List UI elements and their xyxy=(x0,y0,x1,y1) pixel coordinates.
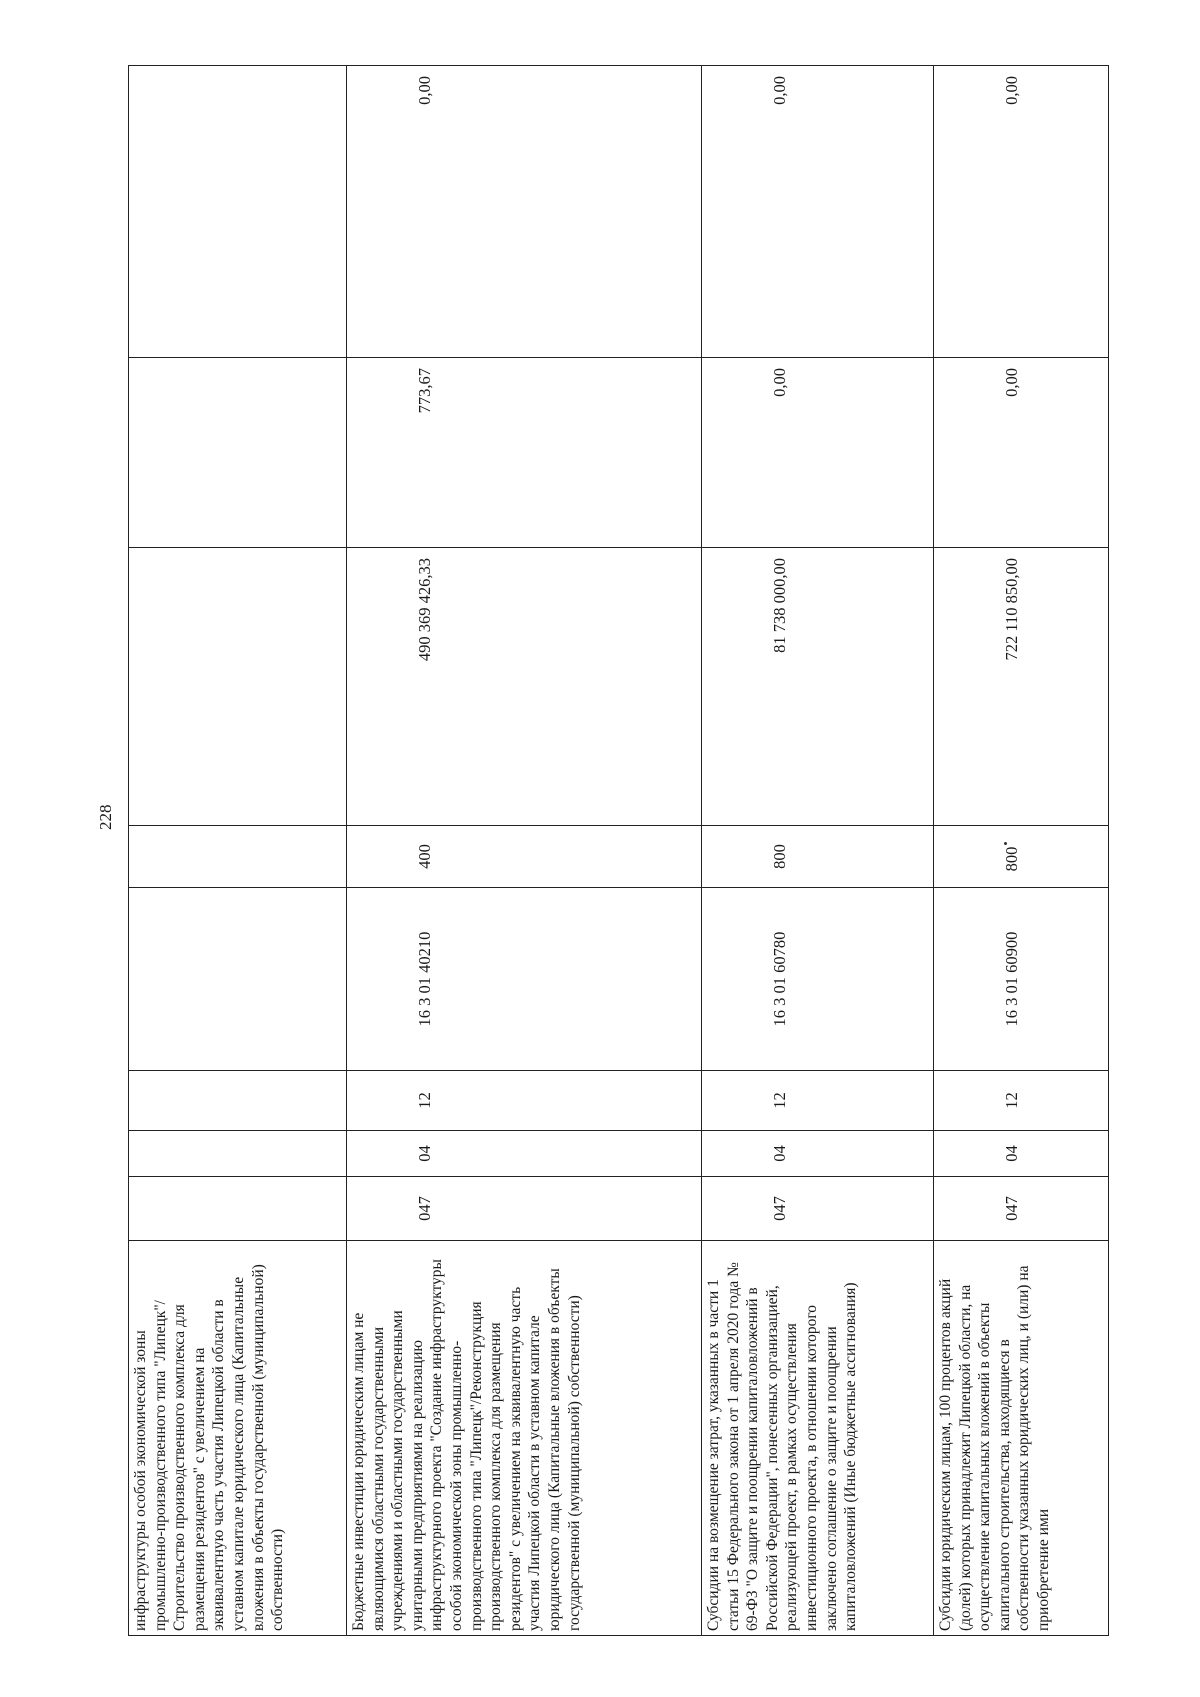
sum3-cell: 0,00 xyxy=(347,66,702,358)
sum1-cell: 490 369 426,33 xyxy=(347,548,702,826)
grbs-cell: 047 xyxy=(347,1177,702,1241)
csr-cell: 16 3 01 60780 xyxy=(702,888,934,1071)
podrazdel-cell: 12 xyxy=(934,1071,1109,1131)
razdel-cell xyxy=(129,1131,347,1177)
razdel-cell: 04 xyxy=(702,1131,934,1177)
sum1-cell xyxy=(129,548,347,826)
sum1-cell: 722 110 850,00 xyxy=(934,548,1109,826)
grbs-cell xyxy=(129,1177,347,1241)
sum2-cell: 773,67 xyxy=(347,358,702,548)
table-row xyxy=(129,66,347,1636)
budget-table-rotated xyxy=(128,66,1108,1636)
grbs-cell: 047 xyxy=(934,1177,1109,1241)
row-description: Субсидии юридическим лицам, 100 процентов акций (долей) которых принадлежит Липецкой области, на осуществление капитальных вложений в объекты капитального строительства, находящиеся в собственности указанных юридических лиц, и (или) на приобретение ими xyxy=(934,1241,1109,1636)
razdel-cell: 04 xyxy=(347,1131,702,1177)
vr-value: 800 xyxy=(1002,846,1021,872)
sum3-cell xyxy=(129,66,347,358)
csr-cell xyxy=(129,888,347,1071)
scan-speck xyxy=(1004,842,1007,845)
podrazdel-cell xyxy=(129,1071,347,1131)
csr-cell: 16 3 01 40210 xyxy=(347,888,702,1071)
table-row xyxy=(934,66,1109,1636)
sum1-cell: 81 738 000,00 xyxy=(702,548,934,826)
sum2-cell xyxy=(129,358,347,548)
csr-cell: 16 3 01 60900 xyxy=(934,888,1109,1071)
podrazdel-cell: 12 xyxy=(347,1071,702,1131)
vr-cell xyxy=(129,826,347,888)
sum2-cell: 0,00 xyxy=(702,358,934,548)
row-description: Бюджетные инвестиции юридическим лицам не являющимися областными государственными учреждениями и областными государственными унитарными предприятиями на реализацию инфраструктурного проекта "Создание инфраструктуры особой экономической зоны промышленно-производственного типа "Липецк"/Реконструкция производственного комплекса для размещения резидентов" с увеличением на эквивалентную часть участия Липецкой области в уставном капитале юридического лица (Капитальные вложения в объекты государственной (муниципальной) собственности) xyxy=(347,1241,702,1636)
page-number: 228 xyxy=(96,804,115,830)
vr-cell xyxy=(934,826,1109,888)
table-row xyxy=(702,66,934,1636)
row-description: Субсидии на возмещение затрат, указанных в части 1 статьи 15 Федерального закона от 1 апреля 2020 года № 69-ФЗ "О защите и поощрении капиталовложений в Российской Федерации", понесенных организацией, реализующей проект, в рамках осуществления инвестиционного проекта, в отношении которого заключено соглашение о защите и поощрении капиталовложений (Иные бюджетные ассигнования) xyxy=(702,1241,934,1636)
sum3-cell: 0,00 xyxy=(702,66,934,358)
row-description: инфраструктуры особой экономической зоны промышленно-производственного типа "Липецк"/Строительство производственного комплекса для размещения резидентов" с увеличением на эквивалентную часть участия Липецкой области в уставном капитале юридического лица (Капитальные вложения в объекты государственной (муниципальной) собственности) xyxy=(129,1241,347,1636)
razdel-cell: 04 xyxy=(934,1131,1109,1177)
sum3-cell: 0,00 xyxy=(934,66,1109,358)
sum2-cell: 0,00 xyxy=(934,358,1109,548)
podrazdel-cell: 12 xyxy=(702,1071,934,1131)
budget-table xyxy=(128,65,1109,1636)
vr-cell: 800 xyxy=(702,826,934,888)
grbs-cell: 047 xyxy=(702,1177,934,1241)
vr-cell: 400 xyxy=(347,826,702,888)
table-row xyxy=(347,66,702,1636)
